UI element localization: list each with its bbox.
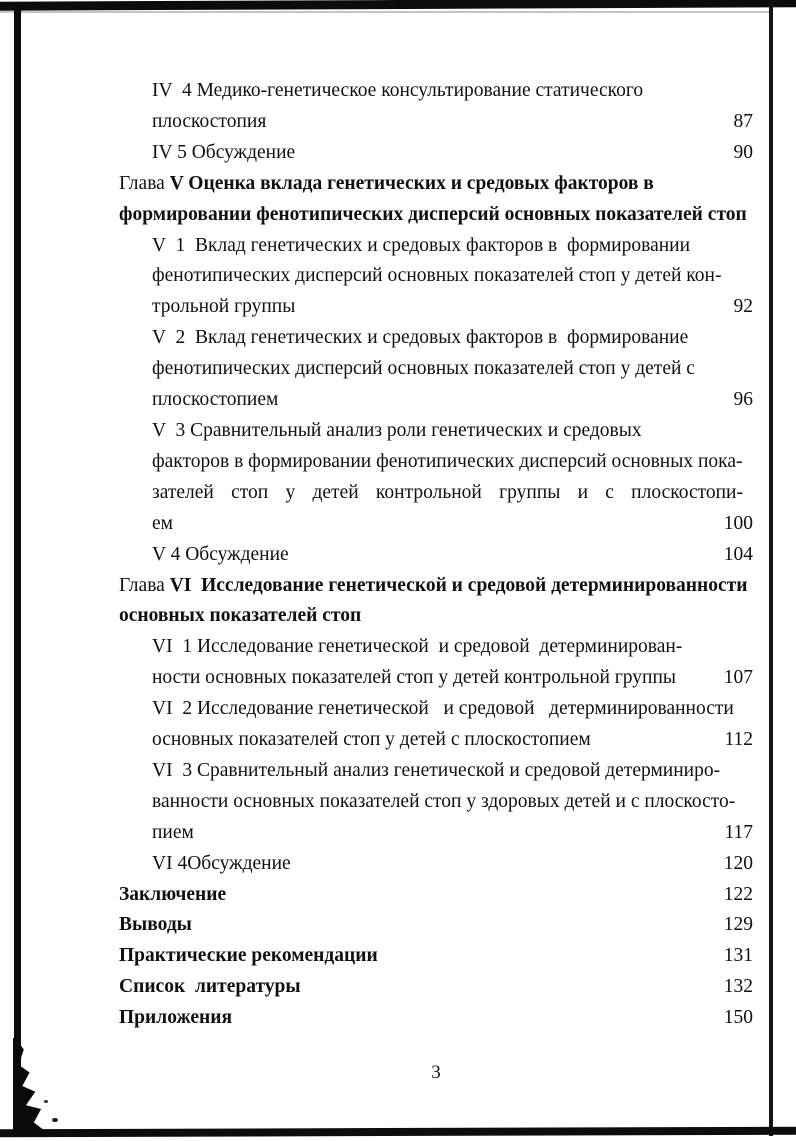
toc-entry-text: Список литературы [119,976,301,998]
toc-entry-text: Приложения [119,1007,233,1029]
ink-blot-bottom-left [13,1038,49,1134]
toc-row [119,416,753,447]
toc-row [119,972,753,1003]
toc-entry-text: фенотипических дисперсий основных показателей стоп у детей кон- [152,265,722,287]
toc-page-number: 104 [723,543,753,565]
toc-row [119,880,753,911]
toc-entry-text: V 3 Сравнительный анализ роли генетических и средовых [152,419,642,441]
toc-row [119,200,753,231]
toc-entry-text: трольной группы [152,296,296,318]
toc-page-number: 132 [723,976,753,998]
toc-page-number: 90 [733,141,753,163]
toc-entry-text: ем [152,512,173,534]
scan-border-left [14,6,21,1134]
toc-page-number: 112 [724,729,753,751]
toc-entry-text: пием [152,821,194,843]
toc-entry-text: V 2 Вклад генетических и средовых факторов в формирование [152,327,689,349]
footer-page-number: 3 [431,1062,441,1083]
toc-entry-text: Глава VI Исследование генетической и средовой детерминированности [119,574,748,596]
toc-entry-text: Практические рекомендации [119,945,378,967]
toc-row [119,385,753,416]
toc-row [119,169,753,200]
toc-page-number: 87 [733,110,753,132]
toc-page-number: 129 [723,914,753,936]
toc-row [119,663,753,694]
toc-entry-text: VI 4Обсуждение [152,852,291,874]
toc-entry-text: V 4 Обсуждение [152,543,289,565]
toc-row [119,725,753,756]
toc-row [119,787,753,818]
toc-entry-text: ванности основных показателей стоп у здоровых детей и с плоскосто- [152,790,736,812]
scan-page-edge-line [0,11,772,13]
toc-row [119,818,753,849]
toc-row [119,849,753,880]
toc-row [119,107,753,138]
toc-page-number: 100 [723,512,753,534]
toc-row [119,756,753,787]
toc-entry-text: VI 1 Исследование генетической и средовой детерминирован- [152,636,683,658]
toc-row [119,632,753,663]
toc-row [119,509,753,540]
toc-page-number: 117 [724,821,753,843]
toc-entry-text: формировании фенотипических дисперсий основных показателей стоп [119,203,747,225]
toc-entry-text: VI 3 Сравнительный анализ генетической и средовой детерминиро- [152,759,721,781]
toc-page-number: 120 [723,852,753,874]
toc-row [119,571,753,602]
toc-entry-text: плоскостопием [152,389,279,411]
toc-entry-text: V 1 Вклад генетических и средовых факторов в формировании [152,234,691,256]
toc-entry-text: Выводы [119,914,192,936]
toc-entry-text: ности основных показателей стоп у детей контрольной группы [152,667,677,689]
toc-row [119,76,753,107]
toc-entry-text: Заключение [119,883,227,905]
toc-row [119,694,753,725]
toc-entry-text: фенотипических дисперсий основных показателей стоп у детей с [152,358,695,380]
toc-row [119,231,753,262]
toc-row [119,540,753,571]
toc-entry-text: основных показателей стоп [119,605,362,627]
toc-entry-text: VI 2 Исследование генетической и средовой детерминированности [152,698,734,720]
toc-row [119,292,753,323]
toc-entry-text: IV 4 Медико-генетическое консультирование статического [152,80,644,101]
toc-entry-text: плоскостопия [152,110,267,132]
toc-row [119,1003,753,1034]
toc-page-number: 150 [723,1007,753,1029]
toc-page-number: 96 [733,389,753,411]
toc-page-number: 131 [723,945,753,967]
toc-entry-text: факторов в формировании фенотипических дисперсий основных пока- [152,450,743,472]
scan-border-right [769,4,773,1136]
ink-speck [52,1118,58,1122]
toc-row [119,941,753,972]
scan-border-top [0,0,796,11]
toc-row [119,354,753,385]
toc-row [119,138,753,169]
toc-row [119,323,753,354]
toc-row [119,910,753,941]
toc-entry-text: основных показателей стоп у детей с плоскостопием [152,729,591,751]
table-of-contents [119,76,753,1034]
toc-entry-text: зателей стоп у детей контрольной группы и с плоскостопи- [152,481,743,503]
toc-row [119,601,753,632]
ink-speck [44,1100,48,1103]
toc-row [119,447,753,478]
scan-border-bottom [0,1127,796,1138]
toc-page-number: 92 [733,296,753,318]
toc-row [119,261,753,292]
toc-row [119,478,753,509]
toc-entry-text: Глава V Оценка вклада генетических и средовых факторов в [119,172,654,194]
toc-page-number: 122 [723,883,753,905]
toc-page-number: 107 [723,667,753,689]
toc-entry-text: IV 5 Обсуждение [152,141,296,163]
